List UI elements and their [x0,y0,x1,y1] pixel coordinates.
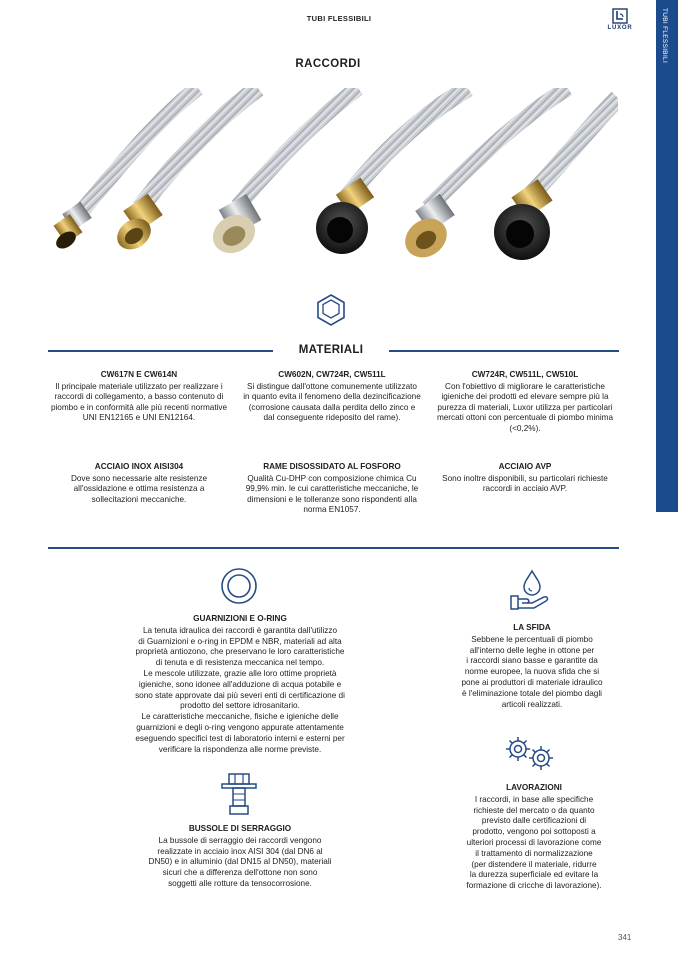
water-drop-hand-icon [508,568,552,612]
luxor-logo-icon [612,8,628,24]
brand-logo [602,8,638,31]
feature-text: I raccordi, in base alle specifiche richieste del mercato o da quanto previsto dalle certificazioni di prodotto, vengono poi sottoposti a ulteriori processi di lavorazione come il trattamento di normalizzazione (per distendere il materiale, ridurre la durezza superficiale ed evitare la formazione di cricche di lavorazione). [466,794,602,891]
feature-title: LAVORAZIONI [506,783,562,792]
feature-guarnizioni [95,614,385,755]
material-text: Sono inoltre disponibili, su particolari richieste raccordi in acciaio AVP. [442,473,608,494]
materials-title: MATERIALI [298,344,364,356]
divider-right [389,350,619,352]
material-title: ACCIAIO AVP [498,462,552,471]
material-text: Si distingue dall'ottone comunemente utilizzato in quanto evita il fenomeno della dezincificazione (corrosione causata dalla perdita dello zinco e dal conseguente rideposito del rame). [243,381,421,423]
feature-text: La tenuta idraulica dei raccordi è garantita dall'utilizzo di Guarnizioni e o-ring in EPDM e NBR, materiali ad alta proprietà antiozono, che preservano le loro caratteristiche di tenuta e di resistenza meccanica nel tempo. Le mescole utilizzate, grazie alle loro ottime proprietà igieniche, sono idonee all'adduzione di acqua potabile e sono state approvate dai più severi enti di certificazione di prodotto del settore idrosanitario. Le caratteristiche meccaniche, fisiche e igieniche delle guarnizioni e degli o-ring vengono appurate attentamente eseguendo specifici test di laboratorio interni e esterni per verificare la rispondenza alle norme previste. [135,625,345,754]
hexagon-nut-icon [314,293,348,327]
side-tab-label: TUBI FLESSIBILI [661,8,668,64]
material-item [436,462,614,495]
brand-name: LUXOR [607,25,633,31]
material-item [50,462,228,505]
section-divider [48,547,619,549]
feature-title: LA SFIDA [513,623,551,632]
material-item [243,370,421,424]
o-ring-icon [219,566,259,606]
section-header: TUBI FLESSIBILI [306,14,372,23]
material-text: Con l'obiettivo di migliorare le caratteristiche igieniche dei prodotti ed elevare sempre più la purezza di materiali, Luxor utilizza per particolari mercati ottoni con percentuale di piombo minima (<0,2%). [436,381,614,433]
material-text: Dove sono necessarie alte resistenze all'ossidazione e ottima resistenza a sollecitazioni meccaniche. [70,473,208,504]
feature-lavorazioni [440,783,628,892]
feature-title: GUARNIZIONI E O-RING [193,614,287,623]
divider-left [48,350,273,352]
material-text: Qualità Cu-DHP con composizione chimica Cu 99,9% min. le cui caratteristiche meccaniche, le dimensioni e le tolleranze sono rispondenti alla norma EN1057. [245,473,419,515]
feature-text: La bussole di serraggio dei raccordi vengono realizzate in acciaio inox AISI 304 (dal DN6 al DN50) e in alluminio (dal DN15 al DN50), materiali sicuri che a differenza dell'ottone non sono soggetti alle rotture da tensocorrosione. [148,835,332,888]
material-title: CW617N E CW614N [100,370,178,379]
material-title: CW602N, CW724R, CW511L [278,370,386,379]
feature-bussole [110,824,370,890]
material-title: RAME DISOSSIDATO AL FOSFORO [263,462,401,471]
feature-text: Sebbene le percentuali di piombo all'interno delle leghe in ottone per i raccordi siano basse e garantite da norme europee, la nuova sfida che si pone ai produttori di materiale idraulico è l'eliminazione totale del piombo dagli articoli realizzati. [461,634,603,709]
compression-sleeve-icon [220,772,258,816]
material-item [243,462,421,516]
side-tab [656,0,678,512]
page-number: 341 [618,933,632,942]
page-title: RACCORDI [295,58,361,70]
material-title: CW724R, CW511L, CW510L [471,370,579,379]
material-item [50,370,228,424]
material-text: Il principale materiale utilizzato per realizzare i raccordi di collegamento, a basso contenuto di piombo e in conformità alle più recenti normative UNI EN12165 e UNI EN12164. [50,381,228,423]
product-photo [48,88,618,294]
feature-title: BUSSOLE DI SERRAGGIO [188,824,292,833]
gears-icon [502,735,558,775]
feature-sfida [438,623,626,710]
material-title: ACCIAIO INOX AISI304 [94,462,184,471]
material-item [436,370,614,435]
